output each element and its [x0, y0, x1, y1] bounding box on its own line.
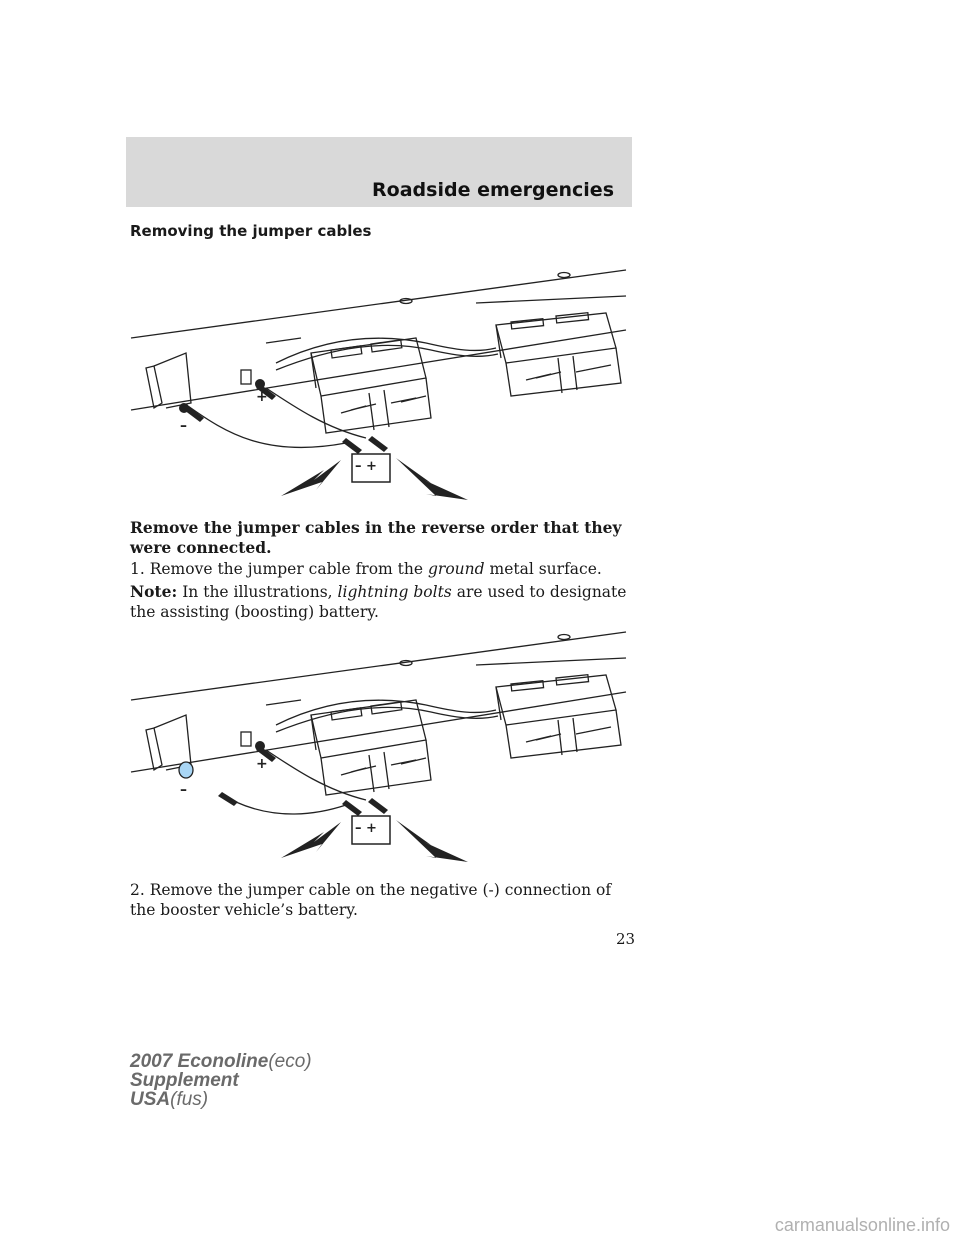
plus-label: + [256, 389, 268, 405]
note-label: Note: [130, 582, 178, 601]
intro-paragraph: Remove the jumper cables in the reverse order that they were connected. [130, 518, 622, 557]
section-header-title: Roadside emergencies [372, 179, 614, 201]
note-tail: are used to designate the assisting (boosting) battery. [130, 583, 627, 621]
footer-model-code: (eco) [268, 1051, 312, 1072]
battery-diagram-1 [126, 258, 632, 508]
footer-market: USA [130, 1089, 171, 1110]
minus-label: – [180, 782, 187, 798]
note-paragraph [130, 582, 630, 622]
footer-model: 2007 Econoline [130, 1051, 269, 1072]
watermark: carmanualsonline.info [774, 1215, 950, 1235]
step-1-tail: metal surface. [489, 560, 602, 578]
vehicle-battery-left [311, 700, 431, 795]
ground-point-highlight [179, 762, 193, 778]
lightning-bolt-icon [281, 460, 341, 496]
battery-terminal-label: – + [355, 821, 377, 836]
footer-market-code: (fus) [170, 1089, 209, 1110]
battery-diagram-2 [126, 620, 632, 870]
battery-terminal-label: – + [355, 459, 377, 474]
lightning-bolt-icon [396, 458, 468, 500]
vehicle-battery-left [311, 338, 431, 433]
footer-edition [130, 1052, 312, 1109]
vehicle-battery-right [496, 675, 621, 758]
footer-supplement: Supplement [130, 1070, 239, 1091]
lightning-bolt-icon [396, 820, 468, 862]
plus-label: + [256, 756, 268, 772]
vehicle-battery-right [496, 313, 621, 396]
minus-label: – [180, 418, 187, 434]
note-text: In the illustrations, [182, 583, 333, 601]
note-emphasis: lightning bolts [337, 583, 452, 601]
jumper-cable-illustration-1 [126, 258, 632, 508]
step-1-text: 1. Remove the jumper cable from the [130, 560, 424, 578]
lightning-bolt-icon [281, 822, 341, 858]
jumper-cable-illustration-2 [126, 620, 632, 870]
page-title: Removing the jumper cables [130, 222, 372, 240]
step-1-emphasis: ground [428, 560, 485, 578]
page-number: 23 [616, 930, 636, 948]
step-1 [130, 559, 630, 579]
step-2: 2. Remove the jumper cable on the negative (-) connection of the booster vehicle’s battery. [130, 881, 612, 919]
header-band [126, 137, 632, 207]
